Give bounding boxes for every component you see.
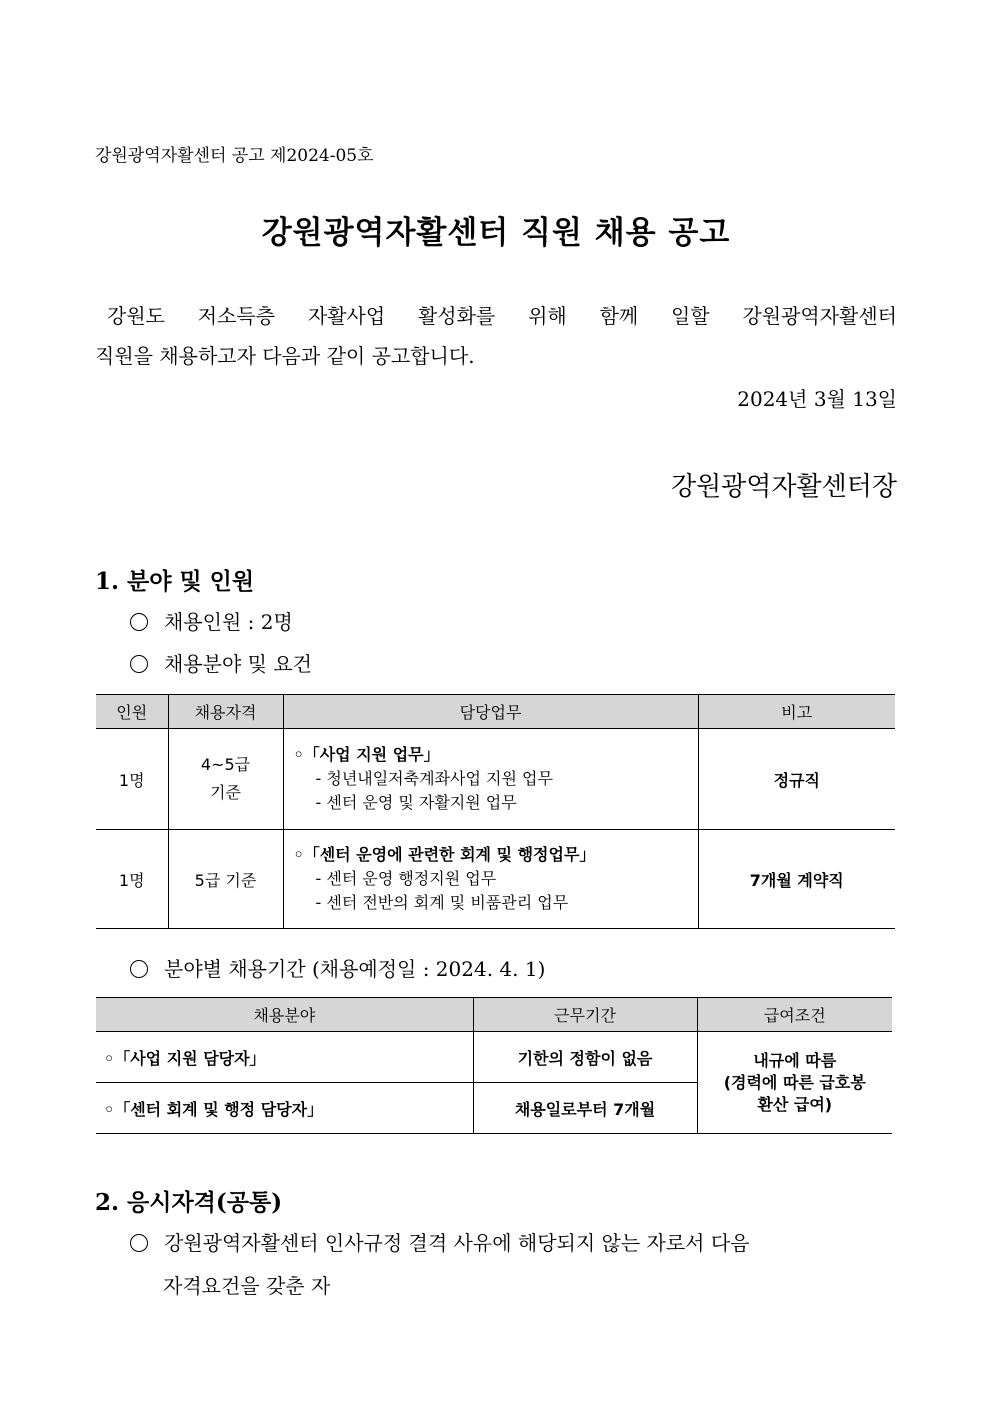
- notice-date: 2024년 3월 13일: [737, 387, 897, 411]
- cell-headcount: 1명: [96, 729, 168, 830]
- salary-line: (경력에 따른 급호봉: [723, 1072, 866, 1092]
- header-salary: 급여조건: [697, 998, 892, 1032]
- cell-headcount: 1명: [96, 830, 168, 929]
- circle-bullet-icon: [130, 655, 148, 673]
- table-row: [96, 1032, 892, 1083]
- qualification-paragraph: [130, 1227, 749, 1256]
- duty-item: - 센터 전반의 회계 및 비품관리 업무: [315, 893, 569, 912]
- table-header-row: [96, 695, 895, 729]
- qualification-line: 4~5급: [200, 755, 251, 774]
- header-headcount: 인원: [96, 695, 168, 729]
- header-field: 채용분야: [96, 998, 473, 1032]
- bullet-fields: [130, 648, 312, 677]
- page-title: 강원광역자활센터 직원 채용 공고: [261, 215, 731, 251]
- duty-title: ◦「사업 지원 업무」: [293, 745, 440, 764]
- issuer: 강원광역자활센터장: [670, 472, 897, 502]
- header-qualification: 채용자격: [168, 695, 283, 729]
- header-note: 비고: [698, 695, 895, 729]
- cell-duties: [283, 729, 698, 830]
- header-duties: 담당업무: [283, 695, 698, 729]
- duty-title: ◦「센터 운영에 관련한 회계 및 행정업무」: [293, 845, 596, 864]
- cell-qualification: [168, 830, 283, 929]
- table-header-row: [96, 998, 892, 1032]
- bullet-period: [130, 953, 545, 982]
- section-2-heading: 2. 응시자격(공통): [95, 1189, 283, 1216]
- cell-period: 채용일로부터 7개월: [473, 1083, 697, 1134]
- bullet-period-text: 분야별 채용기간 (채용예정일 : 2024. 4. 1): [164, 957, 546, 981]
- section-1-heading: 1. 분야 및 인원: [95, 568, 255, 595]
- cell-note: 정규직: [698, 729, 895, 830]
- intro-line-2: 직원을 채용하고자 다음과 같이 공고합니다.: [95, 344, 475, 368]
- salary-line: 내규에 따름: [753, 1050, 837, 1070]
- bullet-fields-text: 채용분야 및 요건: [164, 652, 312, 676]
- intro-paragraph: [95, 296, 897, 376]
- period-table: [96, 997, 892, 1134]
- duty-item: - 청년내일저축계좌사업 지원 업무: [315, 769, 553, 788]
- qualification-line-2: 자격요건을 갖춘 자: [163, 1274, 331, 1298]
- bullet-headcount: [130, 606, 293, 635]
- duty-item: - 센터 운영 행정지원 업무: [315, 869, 497, 888]
- cell-field: ◦「사업 지원 담당자」: [96, 1032, 473, 1083]
- cell-duties: [283, 830, 698, 929]
- cell-field: ◦「센터 회계 및 행정 담당자」: [96, 1083, 473, 1134]
- notice-number: 강원광역자활센터 공고 제2024-05호: [95, 146, 374, 166]
- fields-table: [96, 694, 895, 929]
- circle-bullet-icon: [130, 960, 148, 978]
- table-row: [96, 830, 895, 929]
- salary-line: 환산 급여): [757, 1094, 833, 1114]
- header-period: 근무기간: [473, 998, 697, 1032]
- intro-line-1: 강원도 저소득층 자활사업 활성화를 위해 함께 일할 강원광역자활센터: [107, 304, 897, 328]
- duty-item: - 센터 운영 및 자활지원 업무: [315, 793, 517, 812]
- table-row: [96, 729, 895, 830]
- circle-bullet-icon: [130, 1234, 148, 1252]
- cell-salary: [697, 1032, 892, 1134]
- qualification-line: 기준: [210, 783, 241, 802]
- cell-period: 기한의 정함이 없음: [473, 1032, 697, 1083]
- circle-bullet-icon: [130, 613, 148, 631]
- cell-qualification: [168, 729, 283, 830]
- bullet-headcount-text: 채용인원 : 2명: [164, 610, 293, 634]
- cell-note: 7개월 계약직: [698, 830, 895, 929]
- qualification-line: 5급 기준: [194, 870, 257, 890]
- qualification-line-1: 강원광역자활센터 인사규정 결격 사유에 해당되지 않는 자로서 다음: [164, 1231, 750, 1255]
